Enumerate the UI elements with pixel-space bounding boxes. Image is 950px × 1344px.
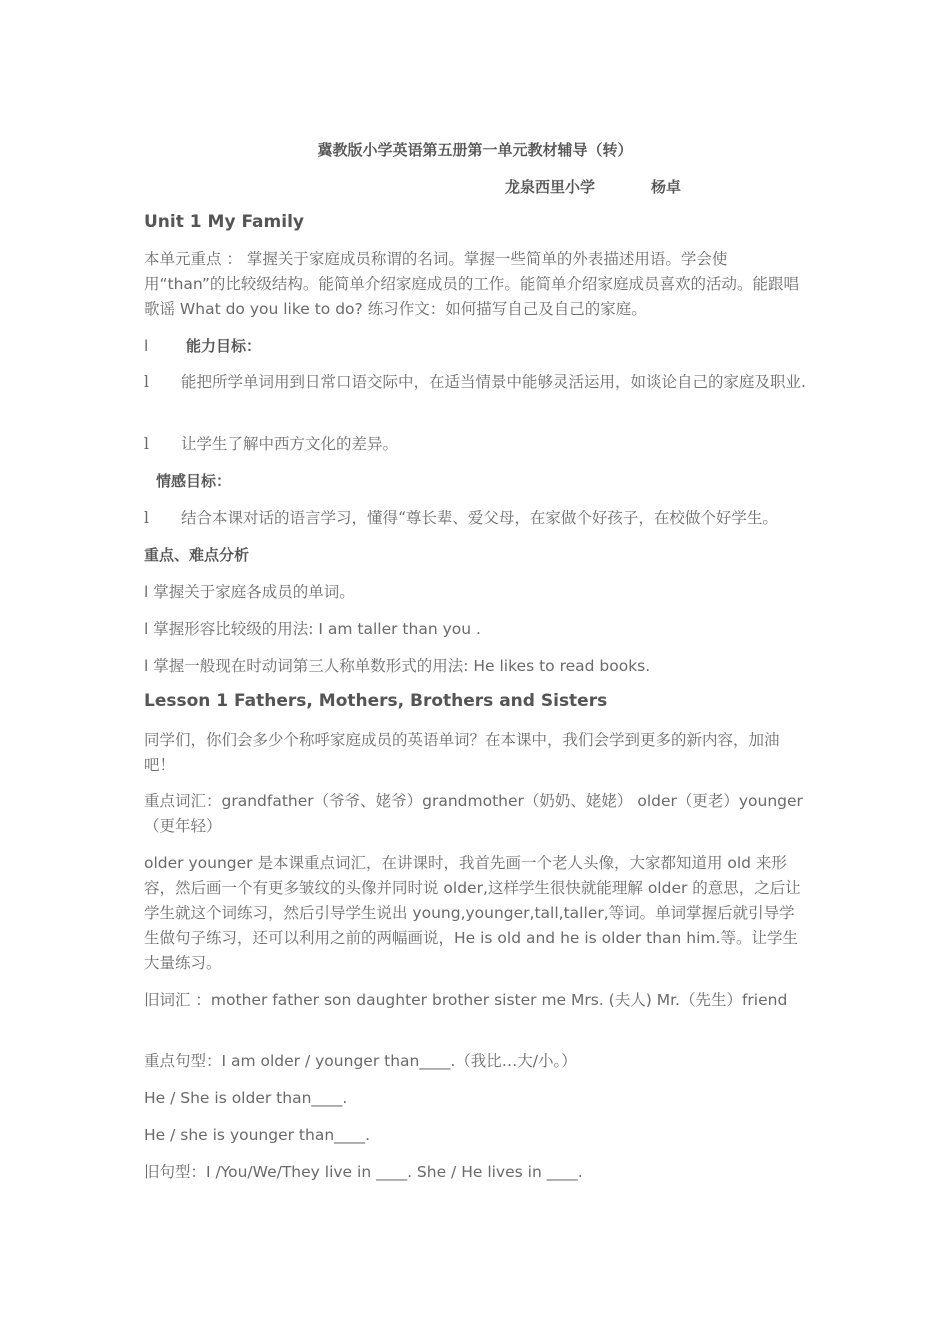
sentence-pattern-3: He / she is younger than____.	[144, 1126, 371, 1144]
key-point-1: l 掌握关于家庭各成员的单词。	[144, 583, 355, 601]
unit-focus-paragraph: 本单元重点 ： 掌握关于家庭成员称谓的名词。掌握一些简单的外表描述用语。学会使用“than”的比较级结构。能简单介绍家庭成员的工作。能简单介绍家庭成员喜欢的活动。能跟唱歌谣 What do you like to do? 练习作文：如何描写自己及自己的家庭。	[144, 250, 799, 318]
old-vocabulary-paragraph: 旧词汇 ：mother father son daughter brother sister me Mrs. (夫人) Mr.（先生）friend	[144, 991, 788, 1009]
author-name: 杨卓	[651, 178, 682, 196]
ability-heading-line	[144, 334, 808, 359]
emotion-item-1-text: 结合本课对话的语言学习，懂得“尊长辈、爱父母，在家做个好孩子，在校做个好学生。	[181, 509, 778, 527]
author-line	[505, 176, 681, 197]
ability-item-2	[144, 432, 808, 457]
bullet-marker: l	[144, 373, 149, 391]
intro-paragraph: 同学们，你们会多少个称呼家庭成员的英语单词？在本课中，我们会学到更多的新内容，加油吧！	[144, 731, 780, 774]
lesson-heading: Lesson 1 Fathers, Mothers, Brothers and Sisters	[144, 691, 608, 711]
ability-item-1	[144, 370, 808, 395]
emotion-item-1	[144, 506, 808, 531]
bullet-marker: l	[144, 435, 149, 453]
key-point-2: l 掌握形容比较级的用法: I am taller than you .	[144, 620, 481, 638]
school-name: 龙泉西里小学	[505, 178, 596, 196]
key-point-3: l 掌握一般现在时动词第三人称单数形式的用法: He likes to read books.	[144, 657, 651, 675]
document-title: 冀教版小学英语第五册第一单元教材辅导（转）	[317, 141, 633, 159]
bullet-marker: l	[144, 337, 149, 355]
ability-item-2-text: 让学生了解中西方文化的差异。	[181, 435, 399, 453]
key-points-heading: 重点、难点分析	[144, 546, 250, 564]
teaching-notes-paragraph: older younger 是本课重点词汇，在讲课时，我首先画一个老人头像，大家都知道用 old 来形容，然后画一个有更多皱纹的头像并同时说 older,这样学生很快就能理解 older 的意思，之后让学生就这个词练习，然后引导学生说出 young,younger,tall,taller,等词。单词掌握后就引导学生做句子练习，还可以利用之前的两幅画说，He is old and he is older than him.等。让学生大量练习。	[144, 854, 801, 972]
emotion-heading: 情感目标：	[156, 472, 232, 490]
sentence-pattern-1: 重点句型：I am older / younger than____.（我比…大/小。）	[144, 1052, 577, 1070]
sentence-pattern-2: He / She is older than____.	[144, 1089, 348, 1107]
key-vocabulary-paragraph: 重点词汇：grandfather（爷爷、姥爷）grandmother（奶奶、姥姥） older（更老）younger（更年轻）	[144, 792, 803, 835]
ability-item-1-text: 能把所学单词用到日常口语交际中，在适当情景中能够灵活运用，如谈论自己的家庭及职业.	[181, 373, 806, 391]
unit-heading: Unit 1 My Family	[144, 212, 304, 232]
emotion-heading-line	[156, 469, 820, 494]
ability-heading: 能力目标：	[186, 337, 262, 355]
bullet-marker: l	[144, 509, 149, 527]
old-sentence-pattern: 旧句型：I /You/We/They live in ____. She / He lives in ____.	[144, 1163, 583, 1181]
